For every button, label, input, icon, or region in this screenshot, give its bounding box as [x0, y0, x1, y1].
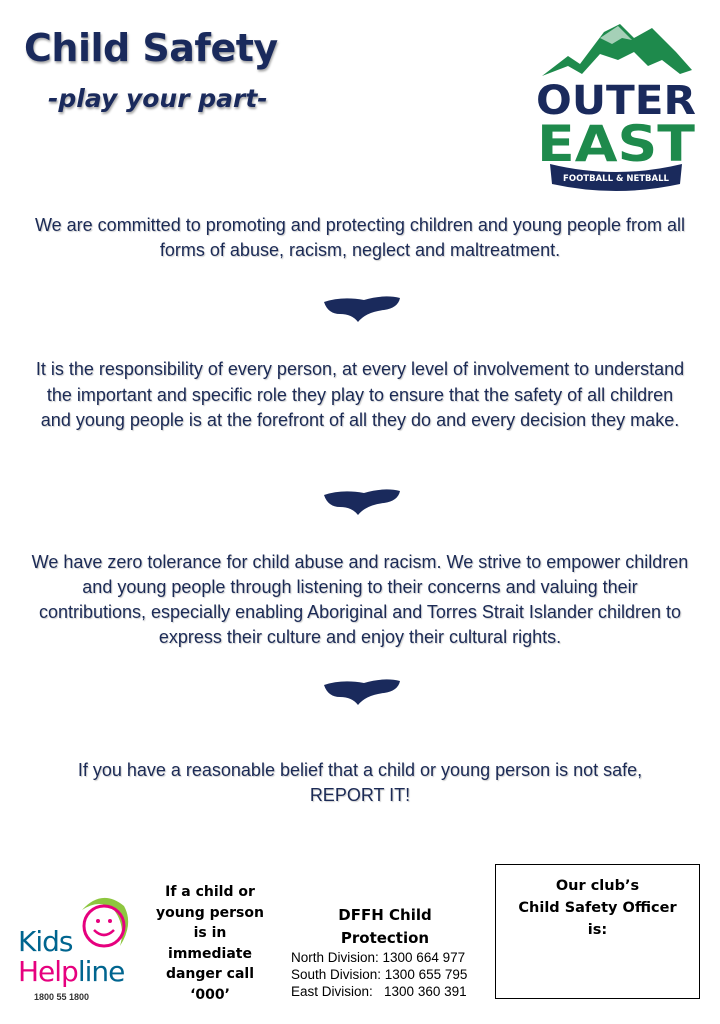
logo-east-text: EAST: [537, 115, 695, 173]
dffh-north-division: North Division: 1300 664 977: [291, 950, 466, 965]
officer-line-2: Child Safety Officer: [518, 900, 677, 916]
report-line-1: If you have a reasonable belief that a child or young person is not safe,: [77, 760, 643, 780]
dffh-division-list: [291, 949, 467, 1000]
logo-outer-text: OUTER: [536, 78, 696, 124]
immediate-danger-notice: If a child or young person is in immediate danger call ‘000’: [156, 884, 264, 1003]
responsibility-paragraph: It is the responsibility of every person, at every level of involvement to understand the important and specific role they play to ensure that the safety of all children and young people is at the forefront of all they do and every decision they make.: [35, 359, 685, 430]
dffh-south-division: South Division: 1300 655 795: [291, 967, 468, 982]
kids-helpline-phone: 1800 55 1800: [34, 992, 90, 1002]
outer-east-logo: [530, 16, 702, 198]
zero-tolerance-paragraph: We have zero tolerance for child abuse and racism. We strive to empower children and young people through listening to their concerns and valuing their contributions, especially enabling Aboriginal and Torres Strait Islander children to express their culture and enjoy their cultural rights.: [31, 552, 689, 647]
kids-helpline-word-helpline: Helpline: [18, 955, 125, 988]
report-line-2: REPORT IT!: [309, 785, 411, 805]
page-subtitle: -play your part-: [48, 84, 268, 113]
officer-line-1: Our club’s: [555, 878, 640, 894]
child-safety-officer-box: [495, 864, 700, 999]
dffh-east-division: East Division: 1300 360 391: [291, 984, 467, 999]
report-paragraph: [30, 758, 690, 808]
officer-line-3: is:: [587, 922, 608, 938]
commitment-paragraph: We are committed to promoting and protecting children and young people from all forms of abuse, racism, neglect and maltreatment.: [34, 215, 686, 260]
officer-box-text: [496, 865, 699, 941]
brush-stroke-divider: [322, 487, 402, 519]
smiley-face-icon: [84, 906, 124, 946]
kids-helpline-word-kids: Kids: [18, 925, 73, 958]
brush-stroke-divider: [322, 294, 402, 326]
page-title: Child Safety: [24, 26, 278, 70]
dffh-title: DFFH Child Protection: [338, 906, 432, 947]
logo-banner-text: FOOTBALL & NETBALL: [563, 174, 669, 184]
brush-stroke-divider: [322, 677, 402, 709]
